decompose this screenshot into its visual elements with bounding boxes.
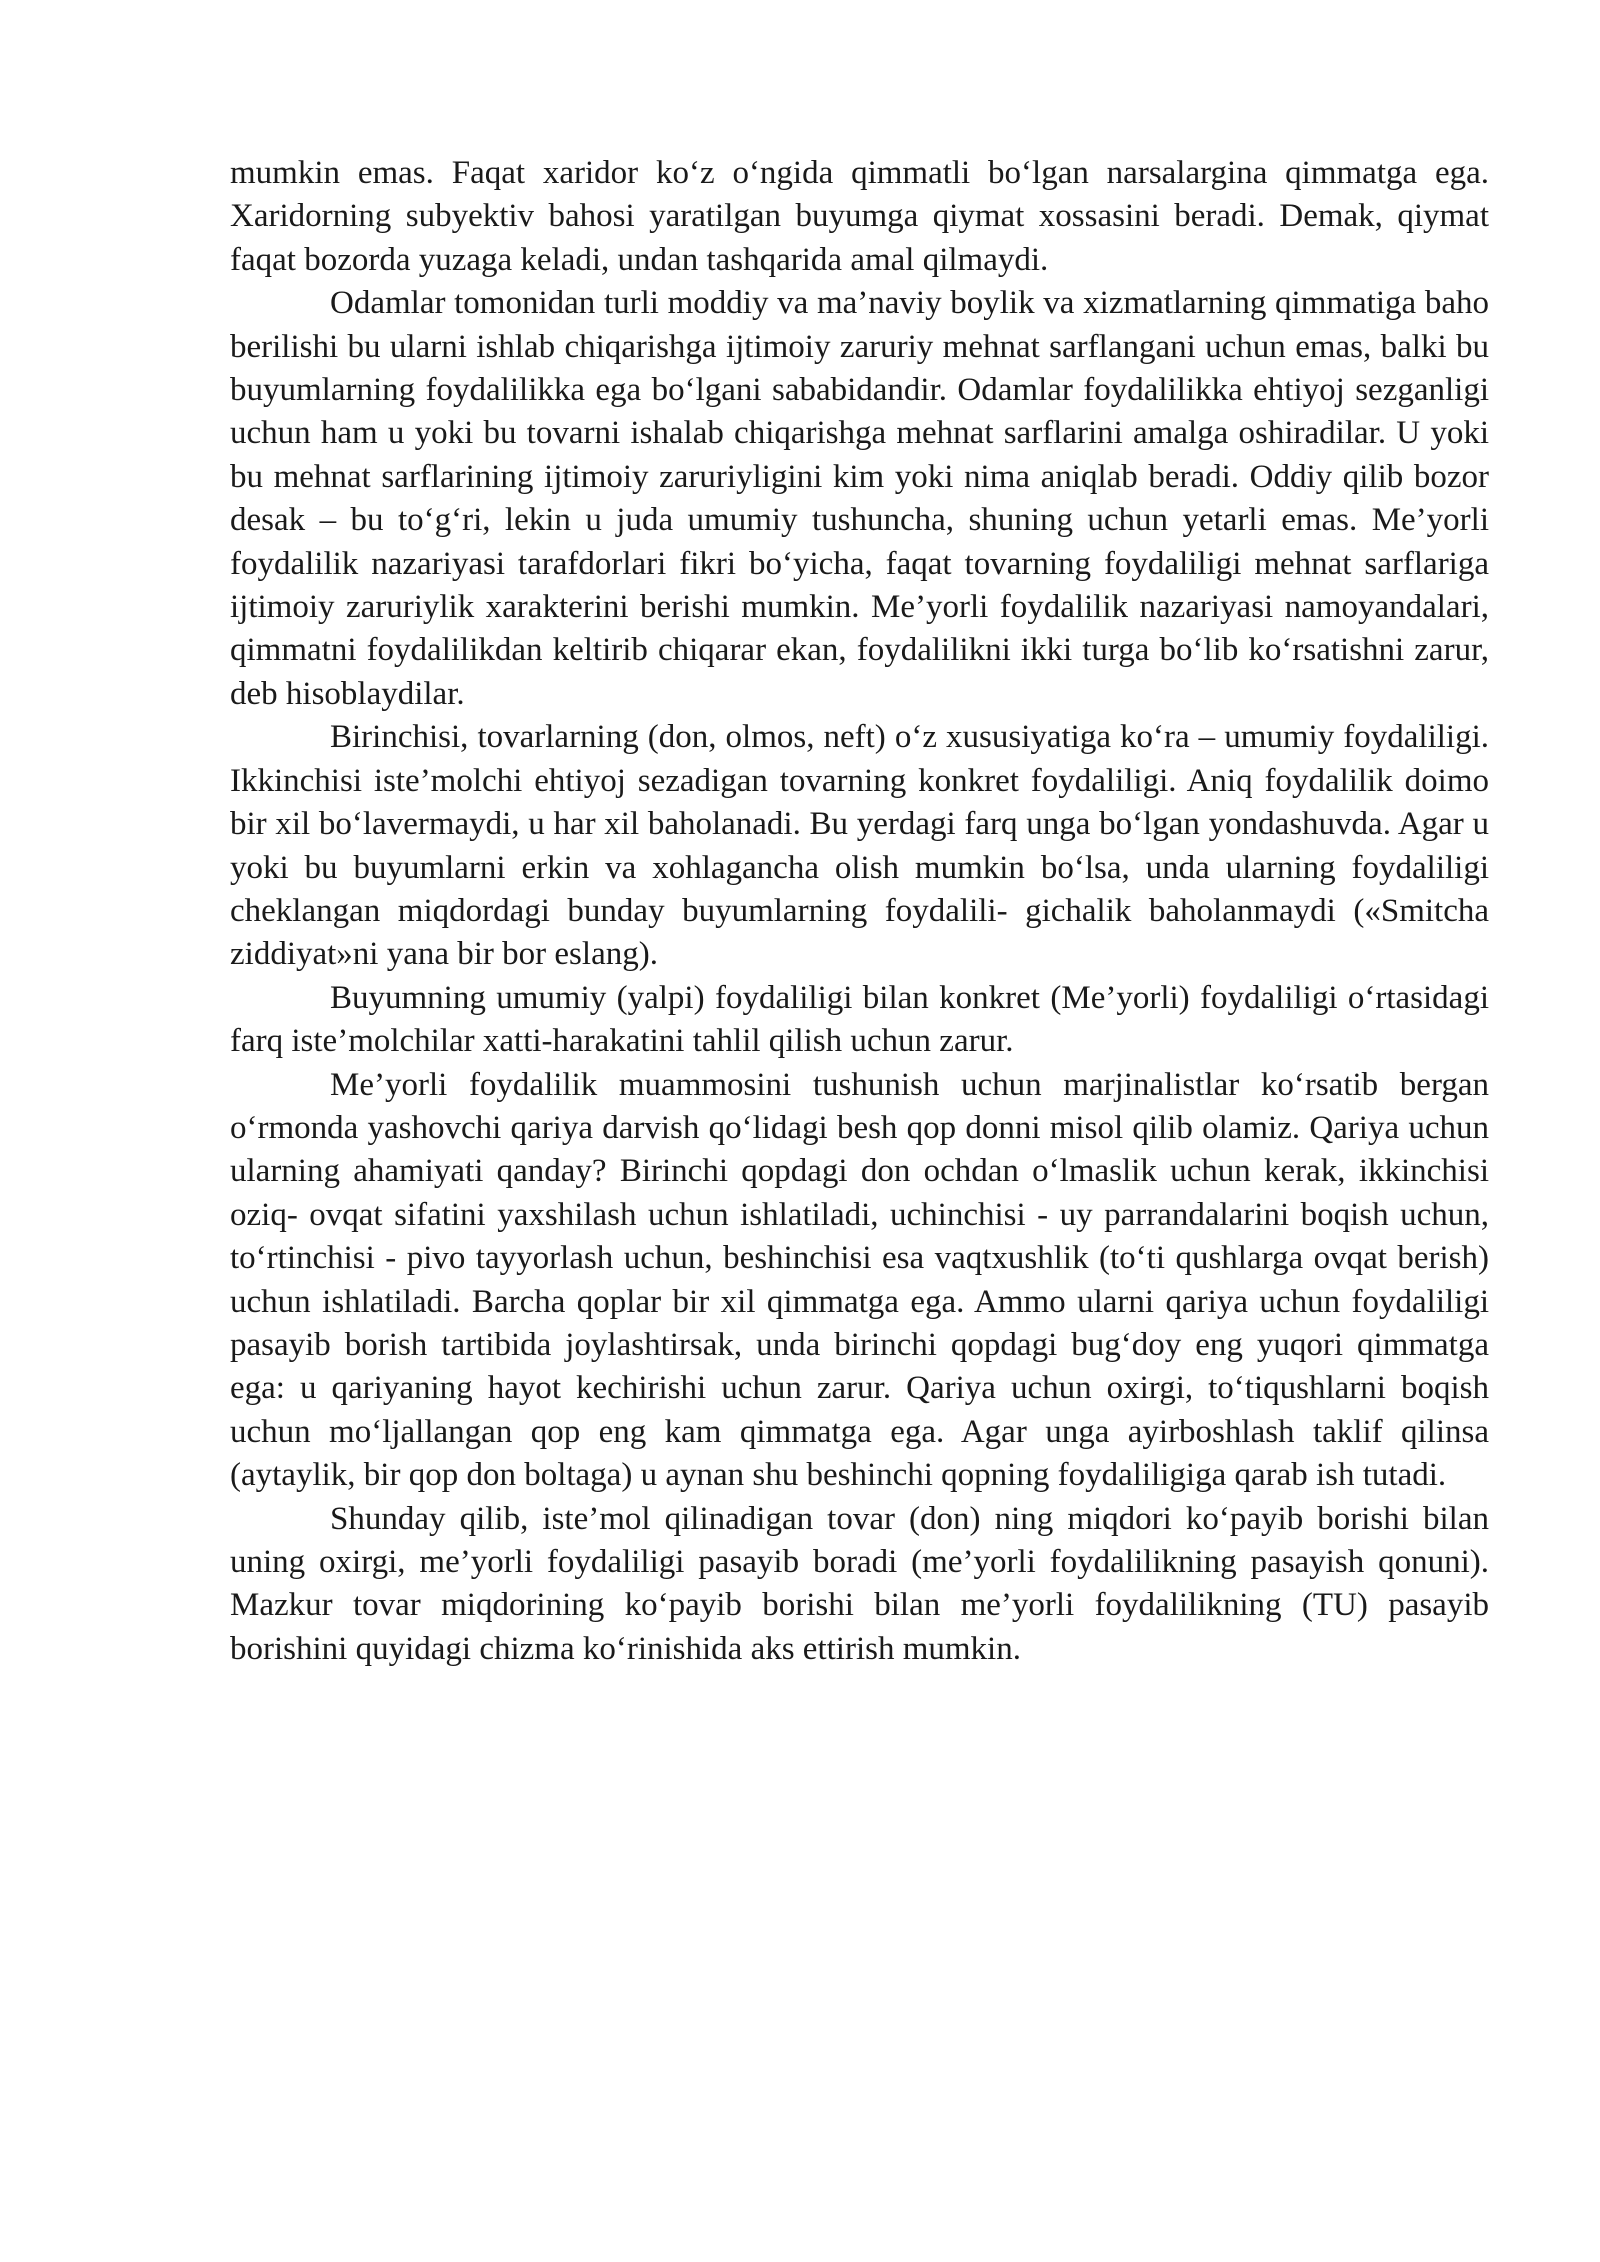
paragraph-1: mumkin emas. Faqat xaridor ko‘z o‘ngida qimmatli bo‘lgan narsalargina qimmatga ega. Xaridorning subyektiv bahosi yaratilgan buyumga qiymat xossasini beradi. Demak, qiymat faqat bozorda yuzaga keladi, undan tashqarida amal qilmaydi.	[230, 155, 1489, 278]
paragraph-6: Shunday qilib, iste’mol qilinadigan tovar (don) ning miqdori ko‘payib borishi bilan uning oxirgi, me’yorli foydaliligi pasayib boradi (me’yorli foydalilikning pasayish qonuni). Mazkur tovar miqdorining ko‘payib borishi bilan me’yorli foydalilikning (TU) pasayib borishini quyidagi chizma ko‘rinishida aks ettirish mumkin.	[230, 1500, 1489, 1667]
paragraph-5: Me’yorli foydalilik muammosini tushunish uchun marjinalistlar ko‘rsatib bergan o‘rmonda yashovchi qariya darvish qo‘lidagi besh qop donni misol qilib olamiz. Qariya uchun ularning ahamiyati qanday? Birinchi qopdagi don ochdan o‘lmaslik uchun kerak, ikkinchisi oziq- ovqat sifatini yaxshilash uchun ishlatiladi, uchinchisi - uy parrandalarini boqish uchun, to‘rtinchisi - pivo tayyorlash uchun, beshinchisi esa vaqtxushlik (to‘ti qushlarga ovqat berish) uchun ishlatiladi. Barcha qoplar bir xil qimmatga ega. Ammo ularni qariya uchun foydaliligi pasayib borish tartibida joylashtirsak, unda birinchi qopdagi bug‘doy eng yuqori qimmatga ega: u qariyaning hayot kechirishi uchun zarur. Qariya uchun oxirgi, to‘tiqushlarni boqish uchun mo‘ljallangan qop eng kam qimmatga ega. Agar unga ayirboshlash taklif qilinsa (aytaylik, bir qop don boltaga) u aynan shu beshinchi qopning foydaliligiga qarab ish tutadi.	[230, 1066, 1489, 1494]
paragraph-2: Odamlar tomonidan turli moddiy va ma’naviy boylik va xizmatlarning qimmatiga baho berilishi bu ularni ishlab chiqarishga ijtimoiy zaruriy mehnat sarflangani uchun emas, balki bu buyumlarning foydalilikka ega bo‘lgani sababidandir. Odamlar foydalilikka ehtiyoj sezganligi uchun ham u yoki bu tovarni ishalab chiqarishga mehnat sarflarini amalga oshiradilar. U yoki bu mehnat sarflarining ijtimoiy zaruriyligini kim yoki nima aniqlab beradi. Oddiy qilib bozor desak – bu to‘g‘ri, lekin u juda umumiy tushuncha, shuning uchun yetarli emas. Me’yorli foydalilik nazariyasi tarafdorlari fikri bo‘yicha, faqat tovarning foydaliligi mehnat sarflariga ijtimoiy zaruriylik xarakterini berishi mumkin. Me’yorli foydalilik nazariyasi namoyandalari, qimmatni foydalilikdan keltirib chiqarar ekan, foydalilikni ikki turga bo‘lib ko‘rsatishni zarur, deb hisoblaydilar.	[230, 285, 1489, 712]
paragraph-4: Buyumning umumiy (yalpi) foydaliligi bilan konkret (Me’yorli) foydaliligi o‘rtasidagi farq iste’molchilar xatti-harakatini tahlil qilish uchun zarur.	[230, 979, 1489, 1060]
document-page	[230, 152, 1489, 1671]
paragraph-3: Birinchisi, tovarlarning (don, olmos, neft) o‘z xususiyatiga ko‘ra – umumiy foydaliligi. Ikkinchisi iste’molchi ehtiyoj sezadigan tovarning konkret foydaliligi. Aniq foydalilik doimo bir xil bo‘lavermaydi, u har xil baholanadi. Bu yerdagi farq unga bo‘lgan yondashuvda. Agar u yoki bu buyumlarni erkin va xohlagancha olish mumkin bo‘lsa, unda ularning foydaliligi cheklangan miqdordagi bunday buyumlarning foydalili- gichalik baholanmaydi («Smitcha ziddiyat»ni yana bir bor eslang).	[230, 719, 1489, 973]
